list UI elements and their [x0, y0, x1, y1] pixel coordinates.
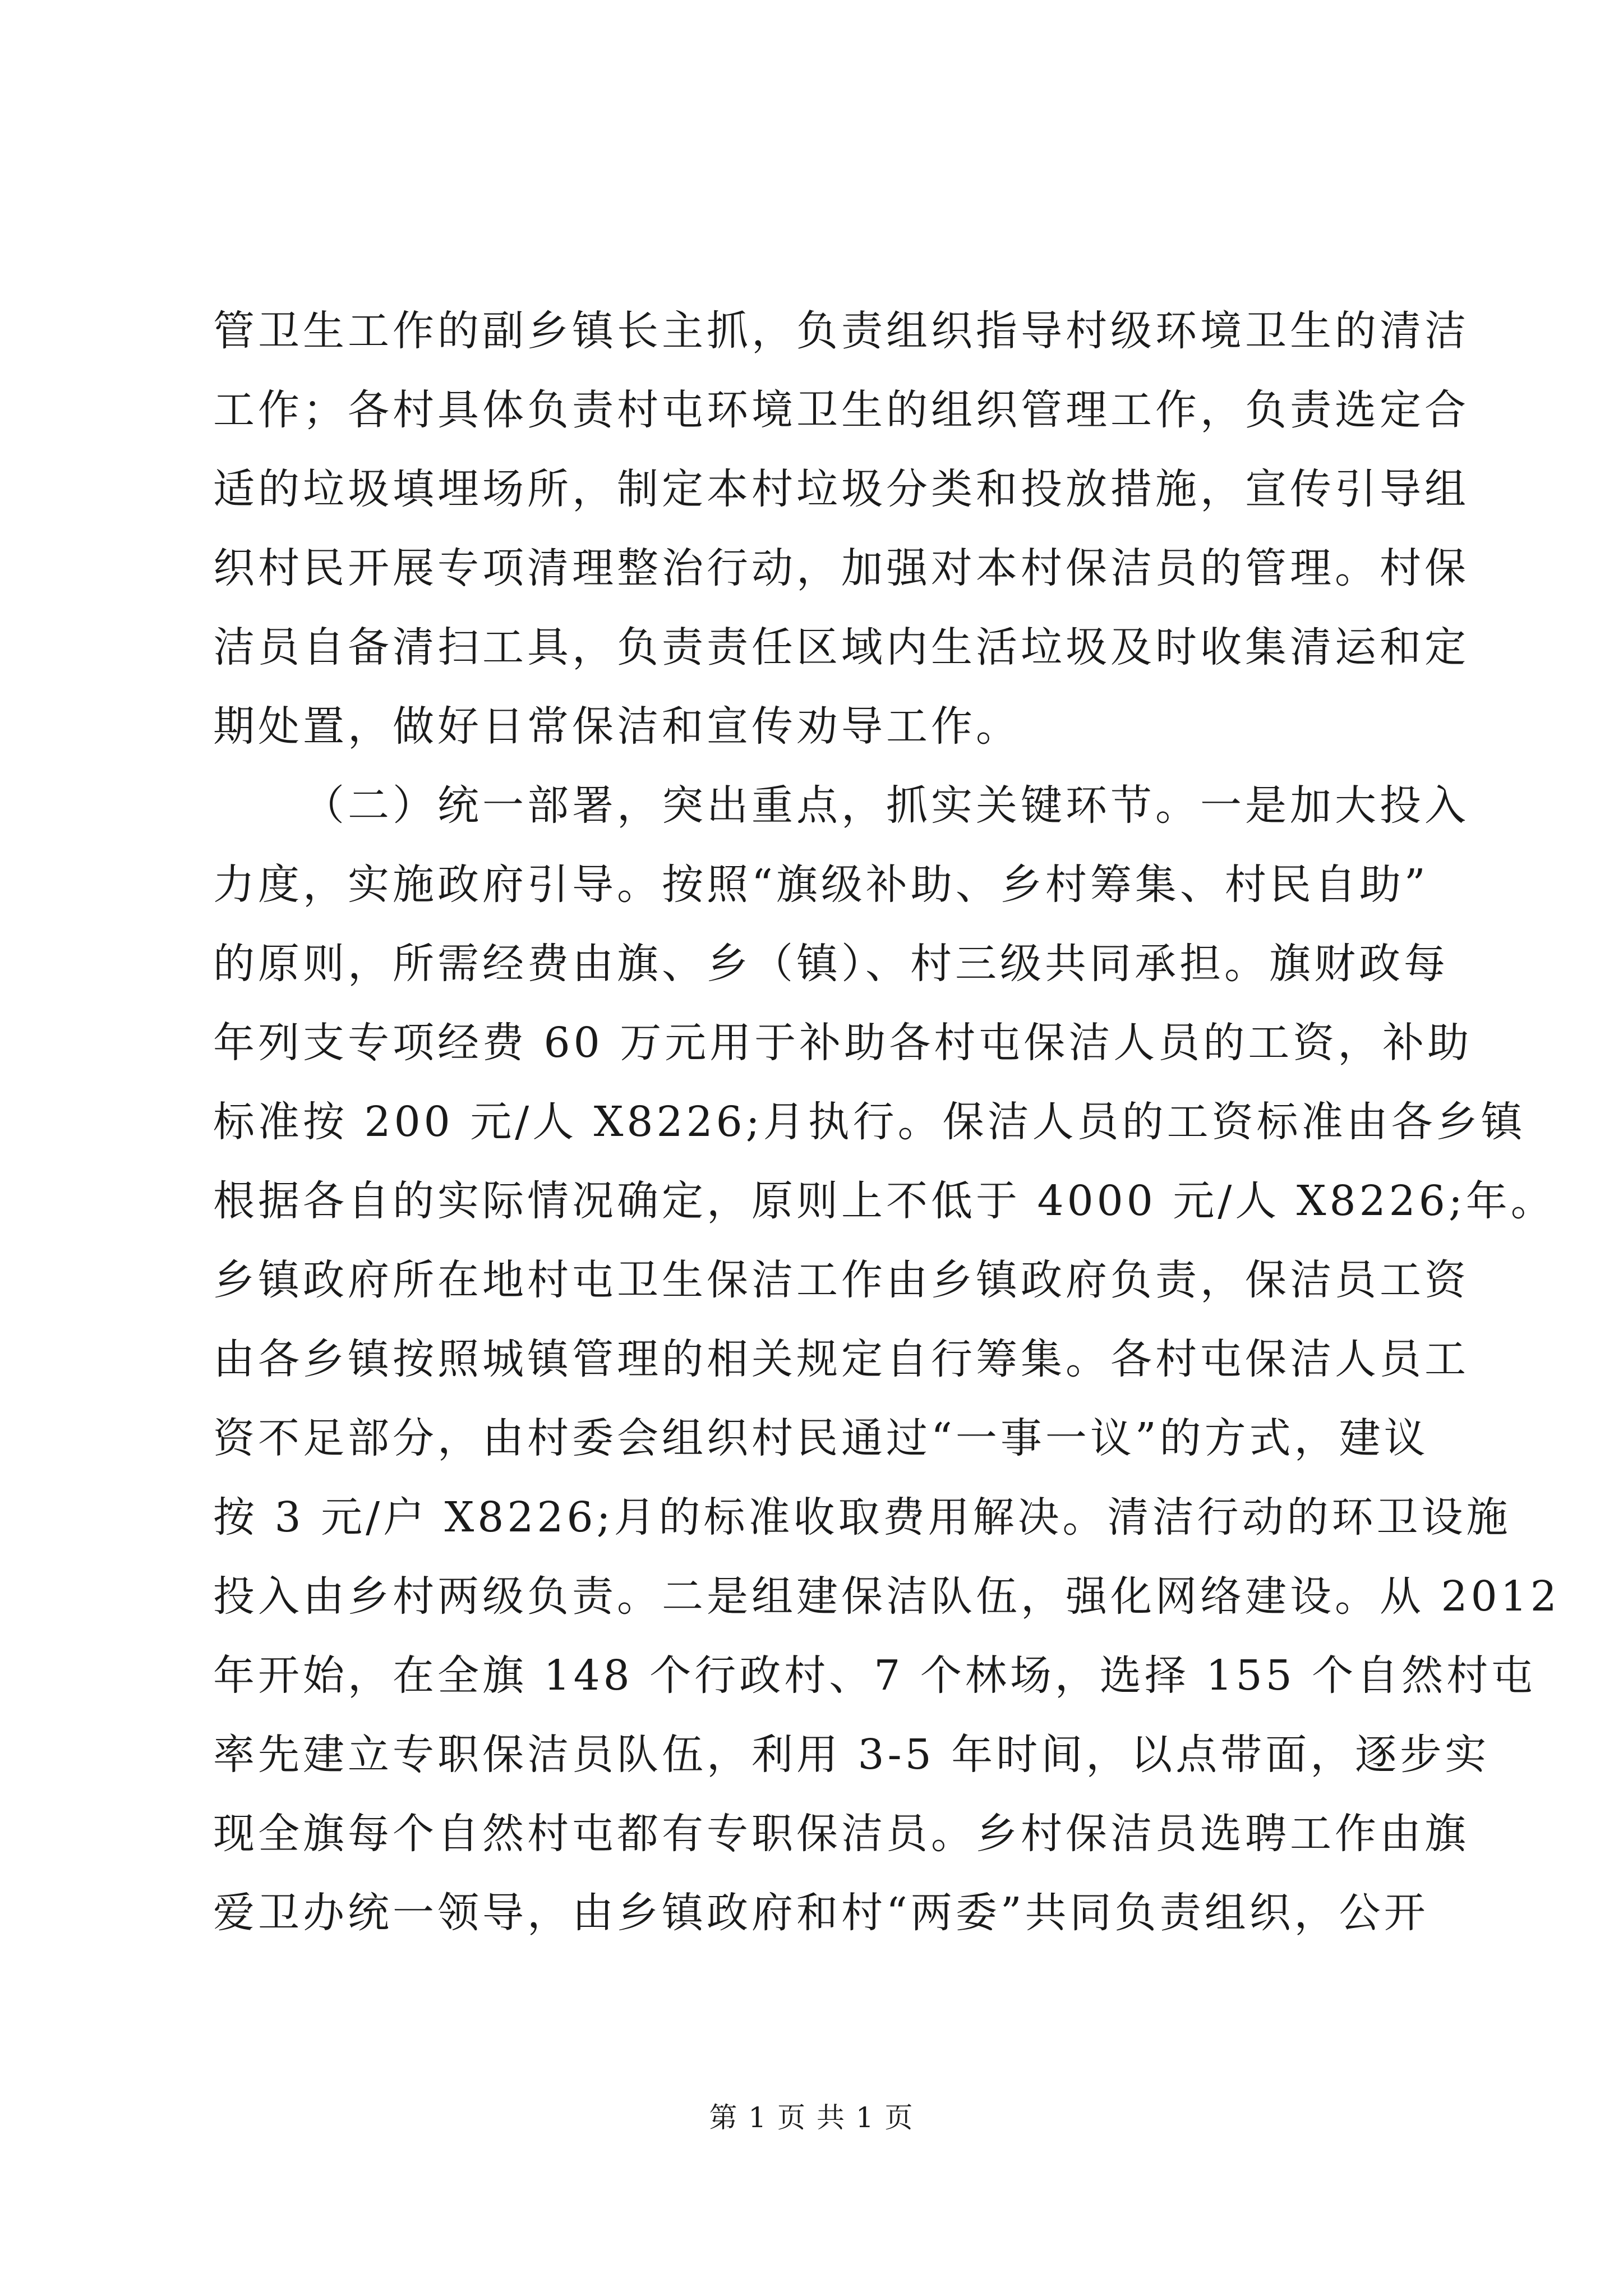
text-line: 织村民开展专项清理整治行动，加强对本村保洁员的管理。村保: [213, 544, 1469, 592]
text-line: 乡镇政府所在地村屯卫生保洁工作由乡镇政府负责，保洁员工资: [213, 1256, 1469, 1304]
text-line: 资不足部分，由村委会组织村民通过“一事一议”的方式，建议: [213, 1414, 1429, 1462]
text-line: 管卫生工作的副乡镇长主抓，负责组织指导村级环境卫生的清洁: [213, 307, 1469, 355]
text-line: 洁员自备清扫工具，负责责任区域内生活垃圾及时收集清运和定: [213, 623, 1469, 671]
text-line: 年开始，在全旗 148 个行政村、7 个林场，选择 155 个自然村屯: [213, 1651, 1537, 1700]
text-line: 标准按 200 元/人 X8226;月执行。保洁人员的工资标准由各乡镇: [213, 1098, 1526, 1146]
text-line: 率先建立专职保洁员队伍，利用 3-5 年时间，以点带面，逐步实: [213, 1731, 1490, 1779]
text-line: 爱卫办统一领导，由乡镇政府和村“两委”共同负责组织，公开: [213, 1889, 1429, 1937]
text-line: 期处置，做好日常保洁和宣传劝导工作。: [213, 702, 1021, 751]
text-line: 现全旗每个自然村屯都有专职保洁员。乡村保洁员选聘工作由旗: [213, 1810, 1469, 1858]
body-text: [213, 292, 1560, 1953]
page-footer: 第 1 页 共 1 页: [709, 2101, 914, 2134]
text-line: 投入由乡村两级负责。二是组建保洁队伍，强化网络建设。从 2012: [213, 1572, 1560, 1621]
text-line: 年列支专项经费 60 万元用于补助各村屯保洁人员的工资，补助: [213, 1019, 1473, 1067]
text-line: 力度，实施政府引导。按照“旗级补助、乡村筹集、村民自助”: [213, 861, 1429, 909]
text-line: 根据各自的实际情况确定，原则上不低于 4000 元/人 X8226;年。: [213, 1177, 1556, 1225]
text-line: 适的垃圾填埋场所，制定本村垃圾分类和投放措施，宣传引导组: [213, 465, 1469, 513]
text-line: 按 3 元/户 X8226;月的标准收取费用解决。清洁行动的环卫设施: [213, 1493, 1511, 1542]
text-line: 由各乡镇按照城镇管理的相关规定自行筹集。各村屯保洁人员工: [213, 1335, 1469, 1383]
paragraph-start-line: （二）统一部署，突出重点，抓实关键环节。一是加大投入: [303, 781, 1469, 830]
text-line: 工作；各村具体负责村屯环境卫生的组织管理工作，负责选定合: [213, 386, 1469, 434]
text-line: 的原则，所需经费由旗、乡（镇）、村三级共同承担。旗财政每: [213, 940, 1449, 988]
